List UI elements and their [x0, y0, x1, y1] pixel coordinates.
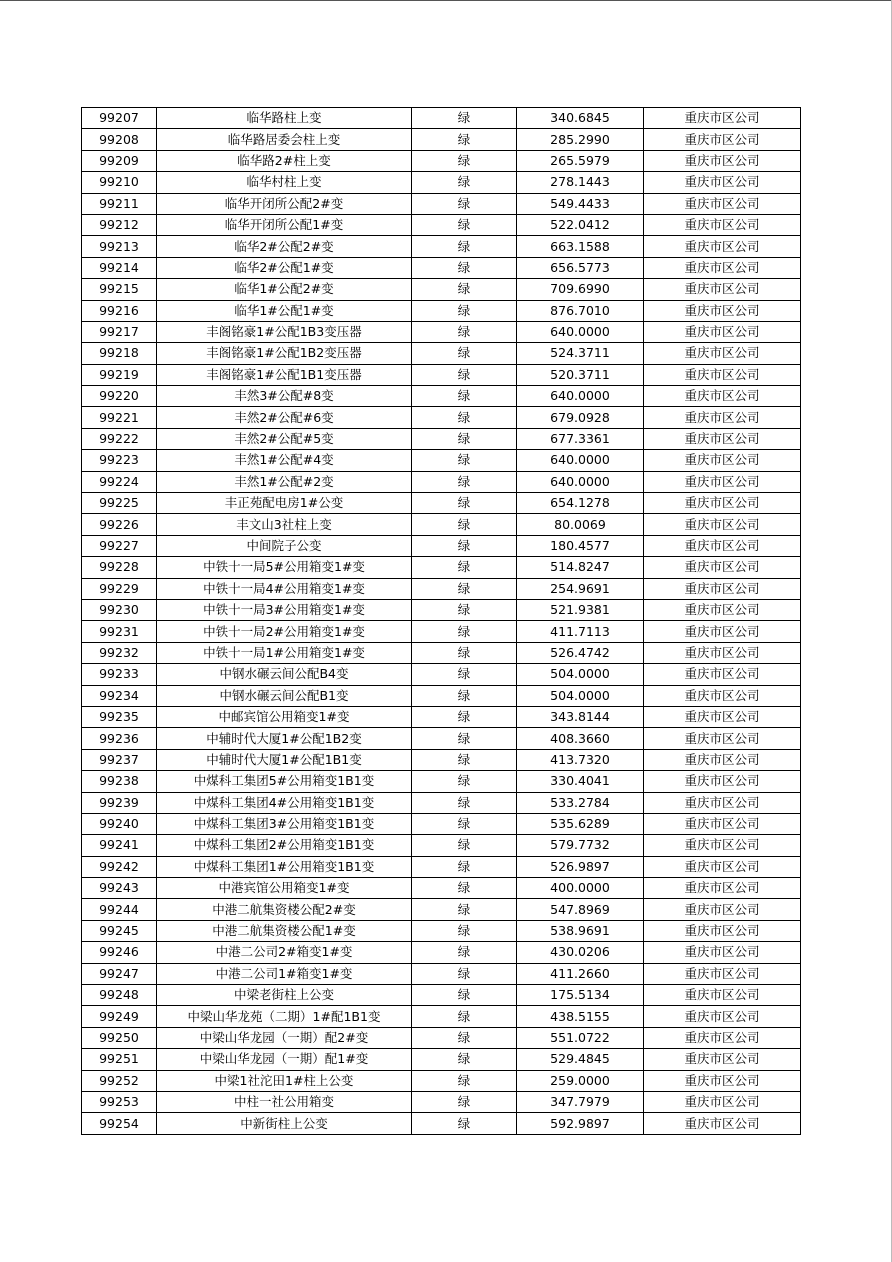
row-color-cell: 绿: [412, 920, 517, 941]
row-company-cell: 重庆市区公司: [644, 899, 801, 920]
row-company-cell: 重庆市区公司: [644, 1070, 801, 1091]
row-color-cell: 绿: [412, 428, 517, 449]
row-color-cell: 绿: [412, 685, 517, 706]
table-row: [82, 792, 801, 813]
row-name-cell: 丰然1#公配#2变: [157, 471, 412, 492]
table-row: [82, 728, 801, 749]
row-name-cell: 中钢水碾云间公配B4变: [157, 664, 412, 685]
table-row: [82, 321, 801, 342]
row-company-cell: 重庆市区公司: [644, 557, 801, 578]
row-id-cell: 99222: [82, 428, 157, 449]
row-company-cell: 重庆市区公司: [644, 1049, 801, 1070]
row-name-cell: 中辅时代大厦1#公配1B2变: [157, 728, 412, 749]
row-name-cell: 中梁山华龙园（一期）配2#变: [157, 1027, 412, 1048]
table-body: [82, 108, 801, 1135]
row-value-cell: 640.0000: [517, 450, 644, 471]
row-color-cell: 绿: [412, 578, 517, 599]
row-id-cell: 99211: [82, 193, 157, 214]
row-company-cell: 重庆市区公司: [644, 706, 801, 727]
row-id-cell: 99208: [82, 129, 157, 150]
row-company-cell: 重庆市区公司: [644, 920, 801, 941]
row-id-cell: 99243: [82, 878, 157, 899]
row-name-cell: 临华2#公配2#变: [157, 236, 412, 257]
row-id-cell: 99236: [82, 728, 157, 749]
row-name-cell: 临华村柱上变: [157, 172, 412, 193]
row-name-cell: 临华开闭所公配1#变: [157, 214, 412, 235]
row-color-cell: 绿: [412, 257, 517, 278]
row-value-cell: 254.9691: [517, 578, 644, 599]
row-name-cell: 中梁老街柱上公变: [157, 985, 412, 1006]
row-id-cell: 99231: [82, 621, 157, 642]
row-color-cell: 绿: [412, 279, 517, 300]
row-color-cell: 绿: [412, 963, 517, 984]
row-value-cell: 180.4577: [517, 535, 644, 556]
row-id-cell: 99216: [82, 300, 157, 321]
row-value-cell: 551.0722: [517, 1027, 644, 1048]
row-value-cell: 679.0928: [517, 407, 644, 428]
row-value-cell: 524.3711: [517, 343, 644, 364]
table-row: [82, 493, 801, 514]
row-color-cell: 绿: [412, 1070, 517, 1091]
row-company-cell: 重庆市区公司: [644, 835, 801, 856]
row-color-cell: 绿: [412, 728, 517, 749]
row-id-cell: 99248: [82, 985, 157, 1006]
row-name-cell: 临华路居委会柱上变: [157, 129, 412, 150]
row-name-cell: 丰阁铭豪1#公配1B2变压器: [157, 343, 412, 364]
row-name-cell: 临华1#公配2#变: [157, 279, 412, 300]
row-color-cell: 绿: [412, 514, 517, 535]
row-value-cell: 592.9897: [517, 1113, 644, 1134]
row-company-cell: 重庆市区公司: [644, 407, 801, 428]
row-color-cell: 绿: [412, 214, 517, 235]
row-value-cell: 408.3660: [517, 728, 644, 749]
row-id-cell: 99229: [82, 578, 157, 599]
row-value-cell: 259.0000: [517, 1070, 644, 1091]
row-color-cell: 绿: [412, 706, 517, 727]
row-value-cell: 175.5134: [517, 985, 644, 1006]
row-name-cell: 中新街柱上公变: [157, 1113, 412, 1134]
row-name-cell: 临华路柱上变: [157, 108, 412, 129]
row-company-cell: 重庆市区公司: [644, 1091, 801, 1112]
row-value-cell: 504.0000: [517, 685, 644, 706]
row-name-cell: 中邮宾馆公用箱变1#变: [157, 706, 412, 727]
table-row: [82, 749, 801, 770]
row-name-cell: 中钢水碾云间公配B1变: [157, 685, 412, 706]
row-value-cell: 640.0000: [517, 386, 644, 407]
table-row: [82, 1006, 801, 1027]
row-color-cell: 绿: [412, 407, 517, 428]
row-value-cell: 533.2784: [517, 792, 644, 813]
row-id-cell: 99217: [82, 321, 157, 342]
row-id-cell: 99210: [82, 172, 157, 193]
row-value-cell: 413.7320: [517, 749, 644, 770]
row-name-cell: 丰正苑配电房1#公变: [157, 493, 412, 514]
table-row: [82, 1091, 801, 1112]
row-value-cell: 535.6289: [517, 813, 644, 834]
row-company-cell: 重庆市区公司: [644, 193, 801, 214]
row-color-cell: 绿: [412, 450, 517, 471]
row-id-cell: 99251: [82, 1049, 157, 1070]
row-company-cell: 重庆市区公司: [644, 963, 801, 984]
row-company-cell: 重庆市区公司: [644, 300, 801, 321]
row-id-cell: 99233: [82, 664, 157, 685]
row-company-cell: 重庆市区公司: [644, 749, 801, 770]
row-company-cell: 重庆市区公司: [644, 279, 801, 300]
row-id-cell: 99254: [82, 1113, 157, 1134]
row-color-cell: 绿: [412, 1091, 517, 1112]
row-company-cell: 重庆市区公司: [644, 129, 801, 150]
row-id-cell: 99224: [82, 471, 157, 492]
table-row: [82, 1027, 801, 1048]
table-row: [82, 557, 801, 578]
row-color-cell: 绿: [412, 856, 517, 877]
table-row: [82, 685, 801, 706]
row-name-cell: 丰然2#公配#6变: [157, 407, 412, 428]
table-row: [82, 642, 801, 663]
table-row: [82, 535, 801, 556]
row-value-cell: 520.3711: [517, 364, 644, 385]
row-color-cell: 绿: [412, 599, 517, 620]
row-color-cell: 绿: [412, 985, 517, 1006]
row-value-cell: 663.1588: [517, 236, 644, 257]
row-company-cell: 重庆市区公司: [644, 471, 801, 492]
row-id-cell: 99238: [82, 771, 157, 792]
table-row: [82, 1113, 801, 1134]
row-name-cell: 中港二航集资楼公配2#变: [157, 899, 412, 920]
row-name-cell: 中煤科工集团2#公用箱变1B1变: [157, 835, 412, 856]
row-color-cell: 绿: [412, 749, 517, 770]
row-color-cell: 绿: [412, 1027, 517, 1048]
row-name-cell: 中梁1社沱田1#柱上公变: [157, 1070, 412, 1091]
row-id-cell: 99247: [82, 963, 157, 984]
table-row: [82, 899, 801, 920]
row-name-cell: 临华2#公配1#变: [157, 257, 412, 278]
row-company-cell: 重庆市区公司: [644, 771, 801, 792]
row-color-cell: 绿: [412, 343, 517, 364]
row-company-cell: 重庆市区公司: [644, 1113, 801, 1134]
row-id-cell: 99230: [82, 599, 157, 620]
row-company-cell: 重庆市区公司: [644, 214, 801, 235]
row-color-cell: 绿: [412, 129, 517, 150]
row-id-cell: 99227: [82, 535, 157, 556]
row-company-cell: 重庆市区公司: [644, 728, 801, 749]
row-value-cell: 521.9381: [517, 599, 644, 620]
row-value-cell: 430.0206: [517, 942, 644, 963]
row-name-cell: 中煤科工集团5#公用箱变1B1变: [157, 771, 412, 792]
row-id-cell: 99253: [82, 1091, 157, 1112]
row-color-cell: 绿: [412, 792, 517, 813]
table-row: [82, 129, 801, 150]
row-value-cell: 677.3361: [517, 428, 644, 449]
row-id-cell: 99245: [82, 920, 157, 941]
row-company-cell: 重庆市区公司: [644, 878, 801, 899]
row-id-cell: 99240: [82, 813, 157, 834]
table-row: [82, 963, 801, 984]
row-value-cell: 411.2660: [517, 963, 644, 984]
row-color-cell: 绿: [412, 172, 517, 193]
row-company-cell: 重庆市区公司: [644, 942, 801, 963]
row-name-cell: 临华路2#柱上变: [157, 150, 412, 171]
row-company-cell: 重庆市区公司: [644, 1027, 801, 1048]
row-company-cell: 重庆市区公司: [644, 535, 801, 556]
row-company-cell: 重庆市区公司: [644, 1006, 801, 1027]
row-value-cell: 285.2990: [517, 129, 644, 150]
row-value-cell: 347.7979: [517, 1091, 644, 1112]
row-name-cell: 中铁十一局4#公用箱变1#变: [157, 578, 412, 599]
table-row: [82, 1070, 801, 1091]
row-id-cell: 99220: [82, 386, 157, 407]
row-color-cell: 绿: [412, 364, 517, 385]
row-value-cell: 579.7732: [517, 835, 644, 856]
row-id-cell: 99246: [82, 942, 157, 963]
row-color-cell: 绿: [412, 321, 517, 342]
row-value-cell: 654.1278: [517, 493, 644, 514]
row-name-cell: 中梁山华龙园（一期）配1#变: [157, 1049, 412, 1070]
table-row: [82, 920, 801, 941]
row-name-cell: 丰文山3社柱上变: [157, 514, 412, 535]
row-company-cell: 重庆市区公司: [644, 493, 801, 514]
row-id-cell: 99221: [82, 407, 157, 428]
row-id-cell: 99232: [82, 642, 157, 663]
row-color-cell: 绿: [412, 899, 517, 920]
row-color-cell: 绿: [412, 535, 517, 556]
row-name-cell: 中煤科工集团3#公用箱变1B1变: [157, 813, 412, 834]
row-id-cell: 99215: [82, 279, 157, 300]
row-name-cell: 中港二航集资楼公配1#变: [157, 920, 412, 941]
row-id-cell: 99235: [82, 706, 157, 727]
table-row: [82, 835, 801, 856]
row-id-cell: 99218: [82, 343, 157, 364]
row-id-cell: 99212: [82, 214, 157, 235]
row-value-cell: 330.4041: [517, 771, 644, 792]
row-value-cell: 265.5979: [517, 150, 644, 171]
table-row: [82, 300, 801, 321]
row-name-cell: 中港二公司2#箱变1#变: [157, 942, 412, 963]
row-id-cell: 99234: [82, 685, 157, 706]
row-color-cell: 绿: [412, 1113, 517, 1134]
row-value-cell: 522.0412: [517, 214, 644, 235]
table-row: [82, 514, 801, 535]
row-name-cell: 中铁十一局1#公用箱变1#变: [157, 642, 412, 663]
row-company-cell: 重庆市区公司: [644, 108, 801, 129]
row-name-cell: 中梁山华龙苑（二期）1#配1B1变: [157, 1006, 412, 1027]
row-company-cell: 重庆市区公司: [644, 364, 801, 385]
row-company-cell: 重庆市区公司: [644, 985, 801, 1006]
row-value-cell: 549.4433: [517, 193, 644, 214]
row-name-cell: 临华1#公配1#变: [157, 300, 412, 321]
row-color-cell: 绿: [412, 386, 517, 407]
row-id-cell: 99241: [82, 835, 157, 856]
row-color-cell: 绿: [412, 878, 517, 899]
row-color-cell: 绿: [412, 557, 517, 578]
row-name-cell: 中柱一社公用箱变: [157, 1091, 412, 1112]
row-id-cell: 99252: [82, 1070, 157, 1091]
row-value-cell: 526.9897: [517, 856, 644, 877]
row-name-cell: 丰阁铭豪1#公配1B1变压器: [157, 364, 412, 385]
table-row: [82, 985, 801, 1006]
row-value-cell: 343.8144: [517, 706, 644, 727]
row-company-cell: 重庆市区公司: [644, 428, 801, 449]
table-row: [82, 706, 801, 727]
row-id-cell: 99226: [82, 514, 157, 535]
row-id-cell: 99242: [82, 856, 157, 877]
row-value-cell: 411.7113: [517, 621, 644, 642]
row-color-cell: 绿: [412, 1006, 517, 1027]
row-id-cell: 99223: [82, 450, 157, 471]
row-company-cell: 重庆市区公司: [644, 685, 801, 706]
table-row: [82, 771, 801, 792]
row-id-cell: 99228: [82, 557, 157, 578]
row-value-cell: 400.0000: [517, 878, 644, 899]
row-color-cell: 绿: [412, 771, 517, 792]
row-id-cell: 99249: [82, 1006, 157, 1027]
table-row: [82, 364, 801, 385]
table-row: [82, 172, 801, 193]
row-company-cell: 重庆市区公司: [644, 621, 801, 642]
row-id-cell: 99213: [82, 236, 157, 257]
row-name-cell: 中煤科工集团4#公用箱变1B1变: [157, 792, 412, 813]
row-value-cell: 709.6990: [517, 279, 644, 300]
row-id-cell: 99244: [82, 899, 157, 920]
row-name-cell: 丰阁铭豪1#公配1B3变压器: [157, 321, 412, 342]
row-color-cell: 绿: [412, 493, 517, 514]
row-color-cell: 绿: [412, 300, 517, 321]
row-name-cell: 中铁十一局5#公用箱变1#变: [157, 557, 412, 578]
row-name-cell: 丰然2#公配#5变: [157, 428, 412, 449]
row-value-cell: 640.0000: [517, 471, 644, 492]
table-row: [82, 599, 801, 620]
row-company-cell: 重庆市区公司: [644, 172, 801, 193]
row-value-cell: 80.0069: [517, 514, 644, 535]
row-color-cell: 绿: [412, 813, 517, 834]
table-row: [82, 664, 801, 685]
row-color-cell: 绿: [412, 471, 517, 492]
table-row: [82, 407, 801, 428]
row-company-cell: 重庆市区公司: [644, 450, 801, 471]
row-value-cell: 640.0000: [517, 321, 644, 342]
row-value-cell: 514.8247: [517, 557, 644, 578]
table-row: [82, 471, 801, 492]
row-company-cell: 重庆市区公司: [644, 813, 801, 834]
table-row: [82, 193, 801, 214]
row-color-cell: 绿: [412, 236, 517, 257]
row-color-cell: 绿: [412, 642, 517, 663]
row-value-cell: 526.4742: [517, 642, 644, 663]
row-company-cell: 重庆市区公司: [644, 578, 801, 599]
table-row: [82, 214, 801, 235]
row-id-cell: 99214: [82, 257, 157, 278]
table-row: [82, 450, 801, 471]
row-company-cell: 重庆市区公司: [644, 856, 801, 877]
row-color-cell: 绿: [412, 664, 517, 685]
row-id-cell: 99250: [82, 1027, 157, 1048]
table-row: [82, 878, 801, 899]
table-row: [82, 578, 801, 599]
table-row: [82, 1049, 801, 1070]
row-value-cell: 340.6845: [517, 108, 644, 129]
row-name-cell: 中铁十一局3#公用箱变1#变: [157, 599, 412, 620]
row-color-cell: 绿: [412, 835, 517, 856]
table-row: [82, 428, 801, 449]
row-company-cell: 重庆市区公司: [644, 386, 801, 407]
row-color-cell: 绿: [412, 1049, 517, 1070]
row-company-cell: 重庆市区公司: [644, 792, 801, 813]
row-value-cell: 656.5773: [517, 257, 644, 278]
row-name-cell: 中港宾馆公用箱变1#变: [157, 878, 412, 899]
row-value-cell: 876.7010: [517, 300, 644, 321]
row-color-cell: 绿: [412, 108, 517, 129]
table-row: [82, 813, 801, 834]
row-name-cell: 丰然3#公配#8变: [157, 386, 412, 407]
row-name-cell: 丰然1#公配#4变: [157, 450, 412, 471]
transformer-table: [81, 107, 801, 1135]
row-value-cell: 438.5155: [517, 1006, 644, 1027]
table-row: [82, 621, 801, 642]
row-id-cell: 99219: [82, 364, 157, 385]
row-name-cell: 中港二公司1#箱变1#变: [157, 963, 412, 984]
row-company-cell: 重庆市区公司: [644, 514, 801, 535]
row-value-cell: 278.1443: [517, 172, 644, 193]
table-row: [82, 942, 801, 963]
table-row: [82, 108, 801, 129]
row-name-cell: 中辅时代大厦1#公配1B1变: [157, 749, 412, 770]
row-value-cell: 547.8969: [517, 899, 644, 920]
row-name-cell: 中间院子公变: [157, 535, 412, 556]
row-name-cell: 临华开闭所公配2#变: [157, 193, 412, 214]
row-company-cell: 重庆市区公司: [644, 642, 801, 663]
row-id-cell: 99239: [82, 792, 157, 813]
table-row: [82, 236, 801, 257]
table-row: [82, 279, 801, 300]
row-color-cell: 绿: [412, 621, 517, 642]
table-row: [82, 150, 801, 171]
row-color-cell: 绿: [412, 193, 517, 214]
table-row: [82, 856, 801, 877]
row-name-cell: 中煤科工集团1#公用箱变1B1变: [157, 856, 412, 877]
row-id-cell: 99209: [82, 150, 157, 171]
row-id-cell: 99237: [82, 749, 157, 770]
row-company-cell: 重庆市区公司: [644, 236, 801, 257]
row-company-cell: 重庆市区公司: [644, 321, 801, 342]
row-company-cell: 重庆市区公司: [644, 150, 801, 171]
page-top-border: [0, 0, 892, 1]
table-row: [82, 257, 801, 278]
row-id-cell: 99207: [82, 108, 157, 129]
row-name-cell: 中铁十一局2#公用箱变1#变: [157, 621, 412, 642]
row-value-cell: 529.4845: [517, 1049, 644, 1070]
row-company-cell: 重庆市区公司: [644, 257, 801, 278]
table-row: [82, 386, 801, 407]
row-color-cell: 绿: [412, 150, 517, 171]
row-company-cell: 重庆市区公司: [644, 664, 801, 685]
row-id-cell: 99225: [82, 493, 157, 514]
row-color-cell: 绿: [412, 942, 517, 963]
row-value-cell: 538.9691: [517, 920, 644, 941]
table-row: [82, 343, 801, 364]
row-company-cell: 重庆市区公司: [644, 343, 801, 364]
row-value-cell: 504.0000: [517, 664, 644, 685]
row-company-cell: 重庆市区公司: [644, 599, 801, 620]
